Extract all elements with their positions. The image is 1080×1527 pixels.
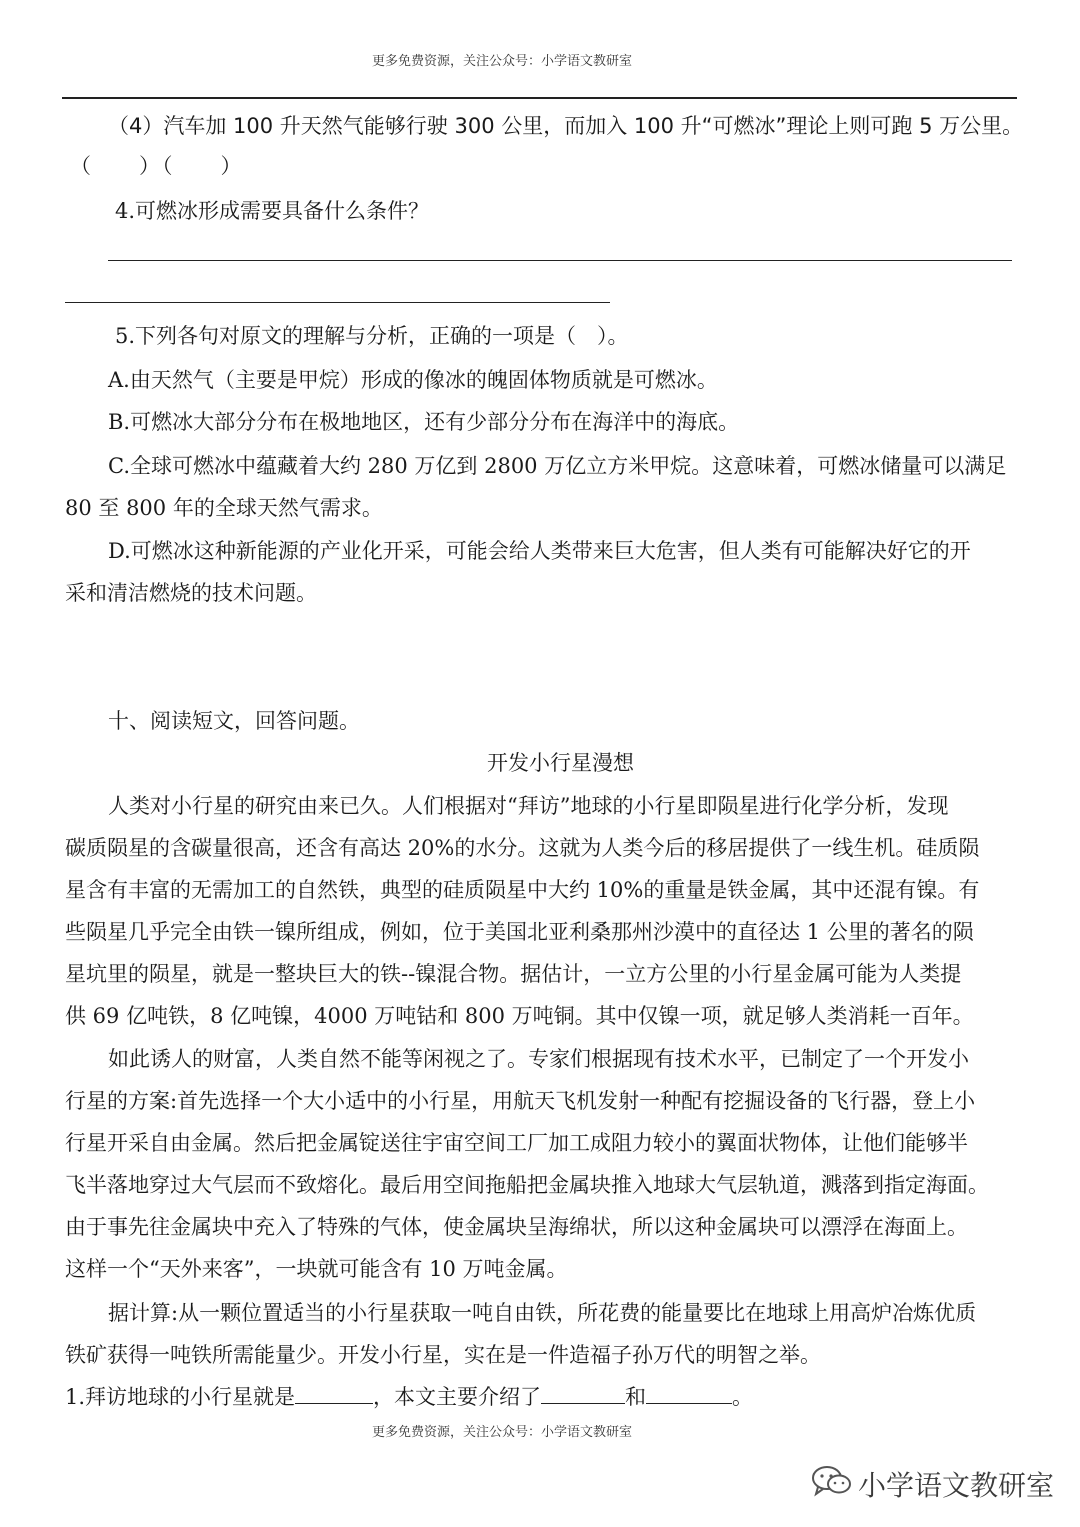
p2-line-5: 由于事先往金属块中充入了特殊的气体，使金属块呈海绵状，所以这种金属块可以漂浮在海面上。 xyxy=(65,1215,968,1239)
p1-line-1: 人类对小行星的研究由来已久。人们根据对“拜访”地球的小行星即陨星进行化学分析，发现 xyxy=(108,794,949,818)
q1-line xyxy=(65,1381,753,1411)
watermark-text: 小学语文教研室 xyxy=(858,1469,1055,1502)
q4-part-text: （4）汽车加 100 升天然气能够行驶 300 公里，而加入 100 升“可燃冰”理论上则可跑 5 万公里。 xyxy=(108,114,1024,138)
wechat-icon xyxy=(810,1463,854,1499)
q5-option-c-line1: C.全球可燃冰中蕴藏着大约 280 万亿到 2800 万亿立方米甲烷。这意味着，可燃冰储量可以满足 xyxy=(108,454,1007,478)
p1-line-2: 碳质陨星的含碳量很高，还含有高达 20%的水分。这就为人类今后的移居提供了一线生机。硅质陨 xyxy=(65,836,980,860)
p1-line-5: 星坑里的陨星，就是一整块巨大的铁--镍混合物。据估计，一立方公里的小行星金属可能为人类提 xyxy=(65,962,962,986)
q1-blank-2[interactable] xyxy=(541,1385,625,1404)
q1-blank-1[interactable] xyxy=(295,1385,373,1404)
p2-line-1: 如此诱人的财富，人类自然不能等闲视之了。专家们根据现有技术水平，已制定了一个开发小 xyxy=(108,1047,969,1071)
section-heading: 十、阅读短文，回答问题。 xyxy=(108,709,360,733)
q4-part-brackets: （ ）（ ） xyxy=(70,154,244,178)
header-divider xyxy=(62,97,1017,99)
p2-line-6: 这样一个“天外来客”，一块就可能含有 10 万吨金属。 xyxy=(65,1257,568,1281)
answer-line-1 xyxy=(108,260,1012,261)
q5-option-b: B.可燃冰大部分分布在极地地区，还有少部分分布在海洋中的海底。 xyxy=(108,410,740,434)
article-title: 开发小行星漫想 xyxy=(487,751,634,775)
p2-line-3: 行星开采自由金属。然后把金属锭送往宇宙空间工厂加工成阻力较小的翼面状物体，让他们能够半 xyxy=(65,1131,968,1155)
page-footer: 更多免费资源，关注公众号：小学语文教研室 xyxy=(372,1425,633,1440)
q5-option-d-line2: 采和清洁燃烧的技术问题。 xyxy=(65,581,317,605)
page-header: 更多免费资源，关注公众号：小学语文教研室 xyxy=(372,54,633,69)
q1-blank-3[interactable] xyxy=(646,1385,732,1404)
q5-text: 5.下列各句对原文的理解与分析，正确的一项是（ ）。 xyxy=(115,324,629,348)
q1-part-2: ，本文主要介绍了 xyxy=(373,1385,542,1409)
q4-text: 4.可燃冰形成需要具备什么条件？ xyxy=(115,199,430,223)
answer-line-2 xyxy=(65,302,610,303)
p1-line-6: 供 69 亿吨铁，8 亿吨镍，4000 万吨钴和 800 万吨铜。其中仅镍一项，就足够人类消耗一百年。 xyxy=(65,1004,974,1028)
p1-line-3: 星含有丰富的无需加工的自然铁，典型的硅质陨星中大约 10%的重量是铁金属，其中还混有镍。有 xyxy=(65,878,980,902)
p2-line-4: 飞半落地穿过大气层而不致熔化。最后用空间拖船把金属块推入地球大气层轨道，溅落到指定海面。 xyxy=(65,1173,989,1197)
q5-option-c-line2: 80 至 800 年的全球天然气需求。 xyxy=(65,496,383,520)
q1-part-1: 1.拜访地球的小行星就是 xyxy=(65,1385,296,1409)
p3-line-2: 铁矿获得一吨铁所需能量少。开发小行星，实在是一件造福子孙万代的明智之举。 xyxy=(65,1343,821,1367)
q5-option-d-line1: D.可燃冰这种新能源的产业化开采，可能会给人类带来巨大危害，但人类有可能解决好它的开 xyxy=(108,539,971,563)
p1-line-4: 些陨星几乎完全由铁一镍所组成，例如，位于美国北亚利桑那州沙漠中的直径达 1 公里的著名的陨 xyxy=(65,920,974,944)
q1-part-3: 和 xyxy=(625,1385,647,1409)
p2-line-2: 行星的方案:首先选择一个大小适中的小行星，用航天飞机发射一种配有挖掘设备的飞行器，登上小 xyxy=(65,1089,976,1113)
q1-part-4: 。 xyxy=(732,1385,754,1409)
q5-option-a: A.由天然气（主要是甲烷）形成的像冰的魄固体物质就是可燃冰。 xyxy=(108,368,718,392)
p3-line-1: 据计算:从一颗位置适当的小行星获取一吨自由铁，所花费的能量要比在地球上用高炉冶炼优质 xyxy=(108,1301,977,1325)
